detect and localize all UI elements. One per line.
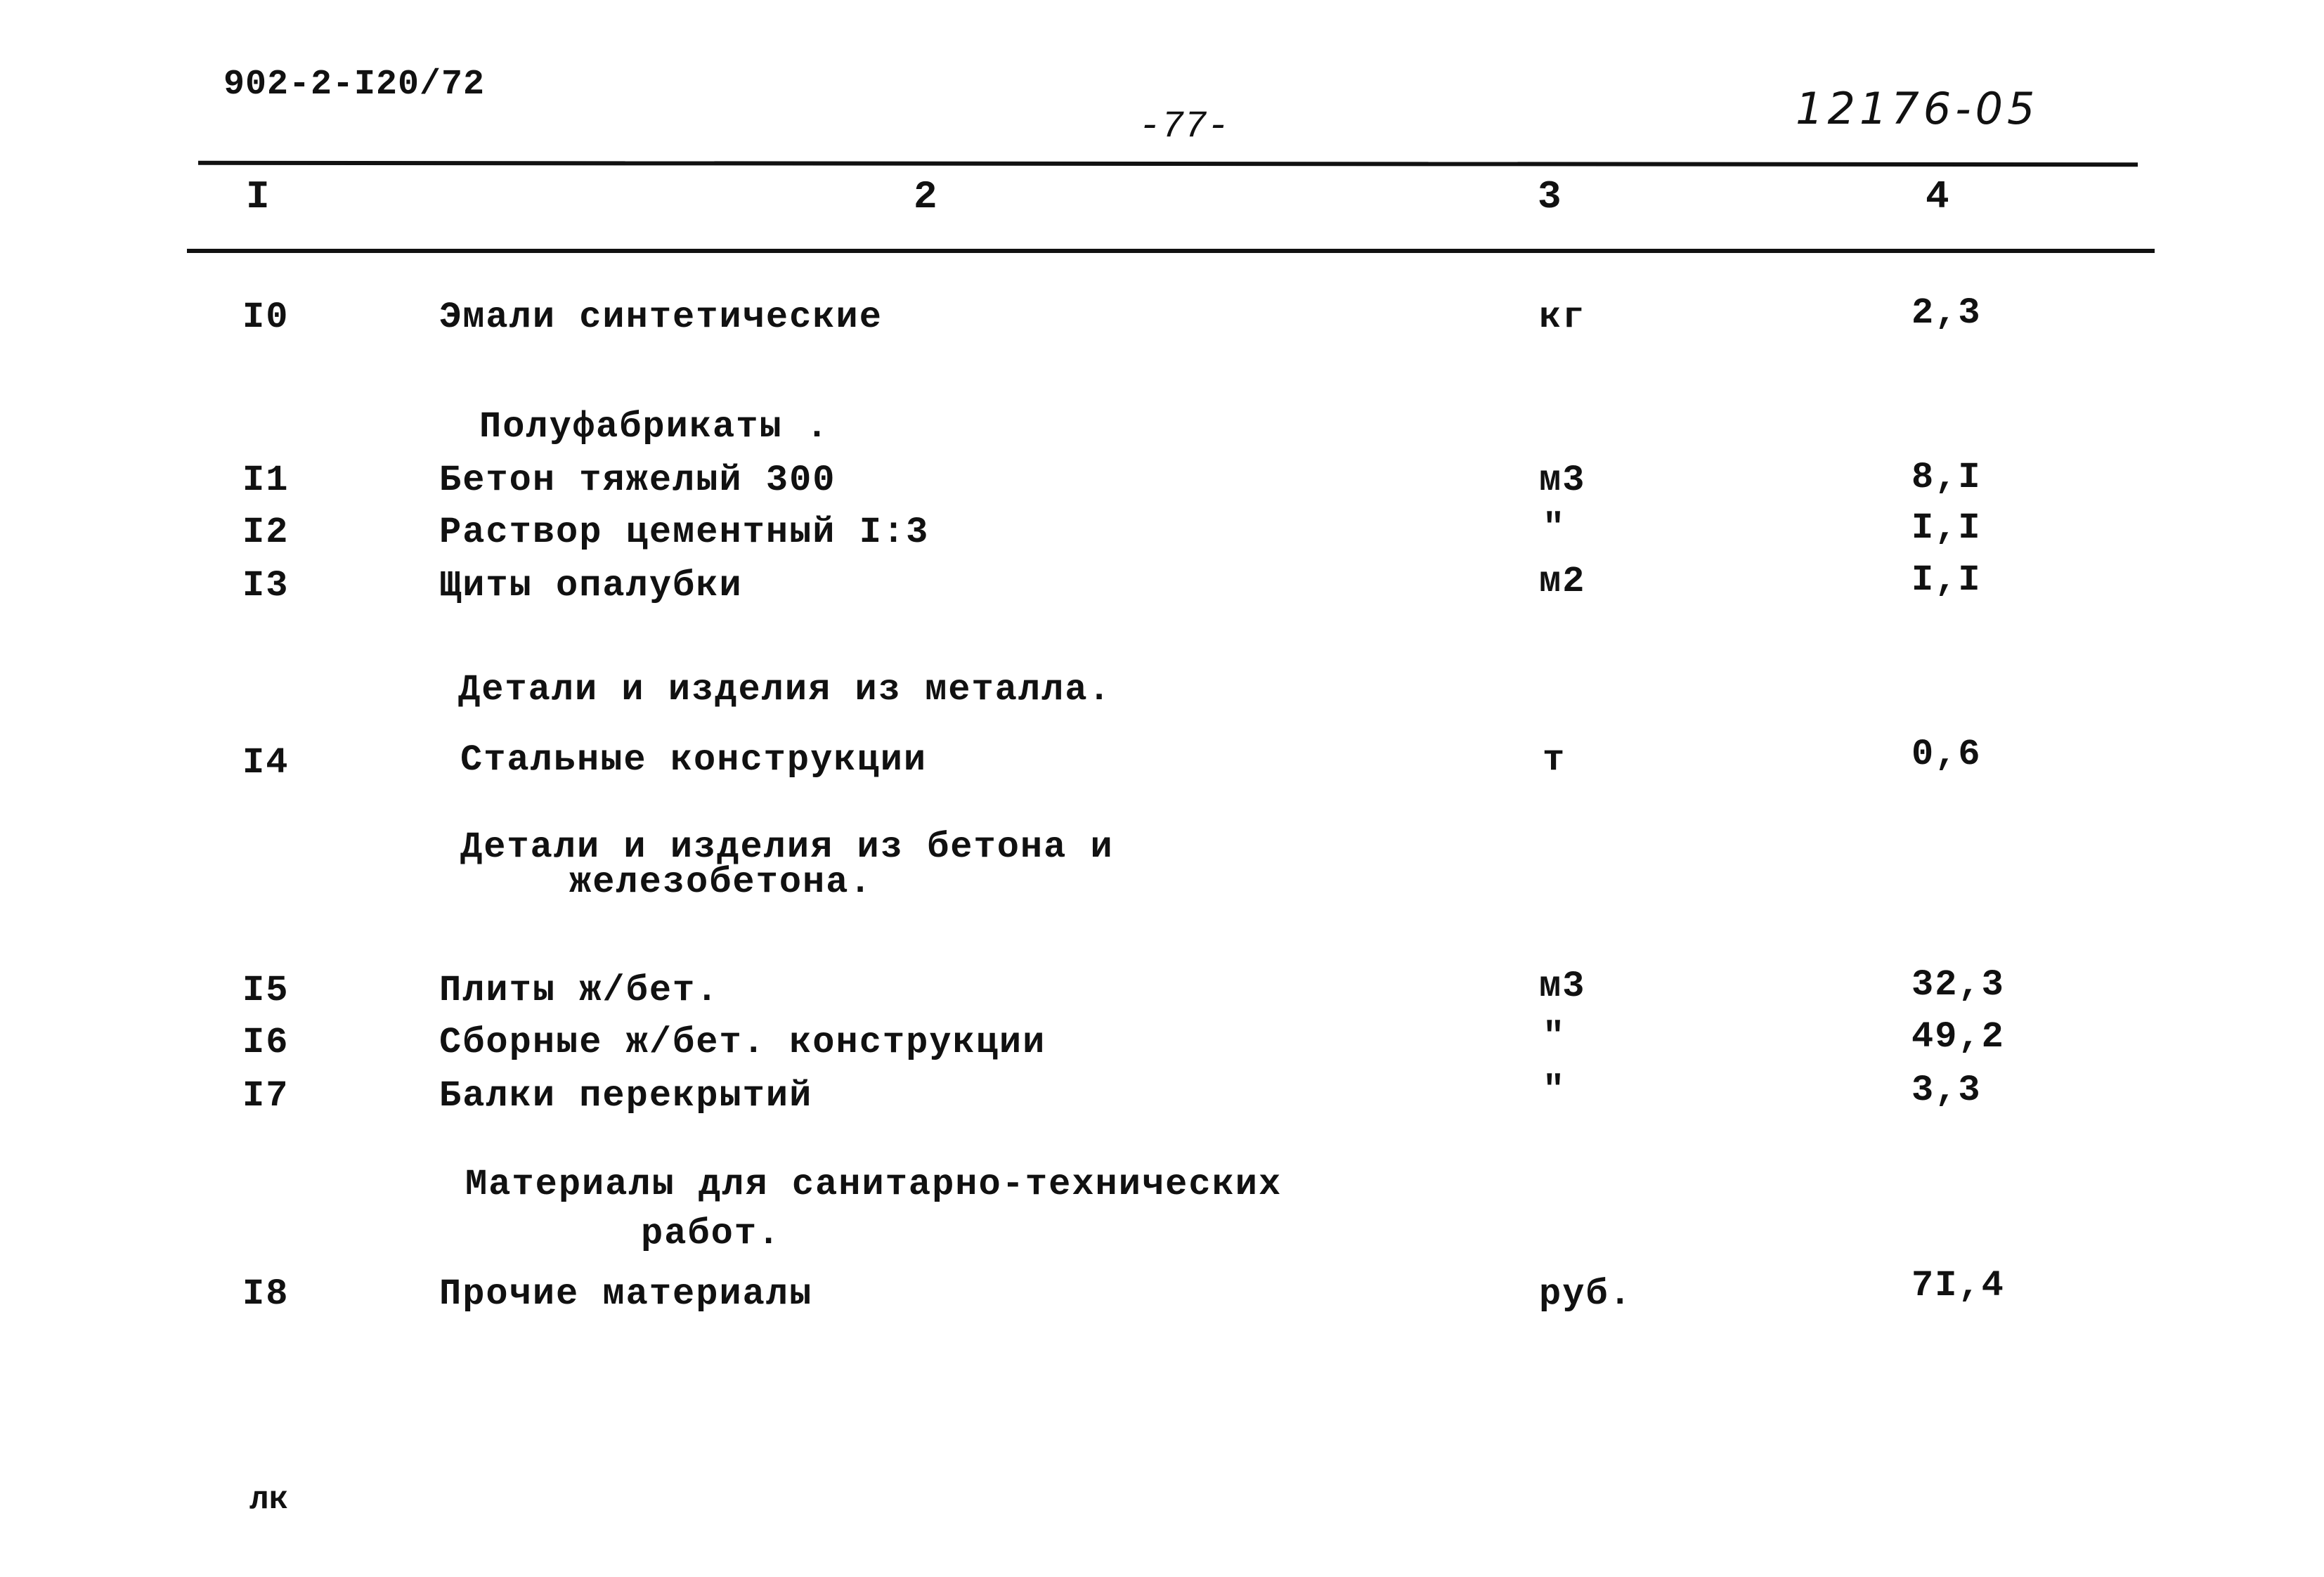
row-number: I2: [242, 512, 290, 553]
row-unit: м2: [1539, 561, 1586, 602]
row-number: I3: [242, 565, 290, 606]
row-number: I8: [242, 1273, 290, 1315]
row-name: Прочие материалы: [439, 1273, 813, 1315]
column-header-number: I: [246, 174, 270, 219]
document-code: 902-2-I20/72: [223, 65, 486, 105]
row-quantity: 49,2: [1911, 1016, 2005, 1058]
row-number: I1: [242, 460, 290, 501]
table-header-rule: [187, 249, 2155, 253]
row-name: Раствор цементный I:3: [439, 512, 930, 553]
row-name: Щиты опалубки: [439, 565, 743, 606]
row-unit: руб.: [1539, 1273, 1632, 1315]
row-name: Балки перекрытий: [439, 1075, 813, 1117]
row-unit: кг: [1539, 297, 1586, 338]
table-top-rule: [198, 161, 2138, 167]
row-name: Сборные ж/бет. конструкции: [439, 1022, 1046, 1063]
section-title: Детали и изделия из металла.: [458, 669, 1112, 710]
section-title-continued: работ.: [641, 1213, 781, 1254]
row-name: Эмали синтетические: [439, 297, 883, 338]
section-title: Полуфабрикаты .: [479, 406, 830, 448]
row-unit: ": [1543, 1070, 1566, 1111]
section-title: Детали и изделия из бетона и: [460, 826, 1114, 868]
row-quantity: 8,I: [1911, 457, 1982, 498]
row-quantity: 3,3: [1911, 1070, 1982, 1111]
row-unit: м3: [1539, 966, 1586, 1007]
row-name: Бетон тяжелый 300: [439, 460, 836, 501]
row-quantity: I,I: [1911, 507, 1982, 549]
row-quantity: 2,3: [1911, 292, 1982, 334]
row-name: Стальные конструкции: [460, 739, 928, 781]
row-number: I7: [242, 1075, 290, 1117]
archive-number: 12176-05: [1796, 83, 2039, 134]
section-title-continued: железобетона.: [569, 862, 873, 903]
typist-mark: лк: [249, 1481, 289, 1518]
column-header-name: 2: [914, 174, 937, 219]
row-number: I6: [242, 1022, 290, 1063]
row-number: I0: [242, 297, 290, 338]
section-title: Материалы для санитарно-технических: [465, 1164, 1283, 1205]
row-quantity: 32,3: [1911, 964, 2005, 1006]
column-header-unit: 3: [1538, 174, 1562, 219]
row-quantity: 0,6: [1911, 734, 1982, 775]
row-quantity: 7I,4: [1911, 1265, 2005, 1306]
row-unit: м3: [1539, 460, 1586, 501]
row-number: I4: [242, 742, 290, 784]
row-unit: ": [1543, 507, 1566, 549]
row-quantity: I,I: [1911, 559, 1982, 601]
row-number: I5: [242, 970, 290, 1011]
row-unit: ": [1543, 1016, 1566, 1058]
row-name: Плиты ж/бет.: [439, 970, 720, 1011]
column-header-quantity: 4: [1926, 174, 1949, 219]
page-number: -77-: [1138, 105, 1230, 148]
row-unit: т: [1543, 739, 1566, 781]
